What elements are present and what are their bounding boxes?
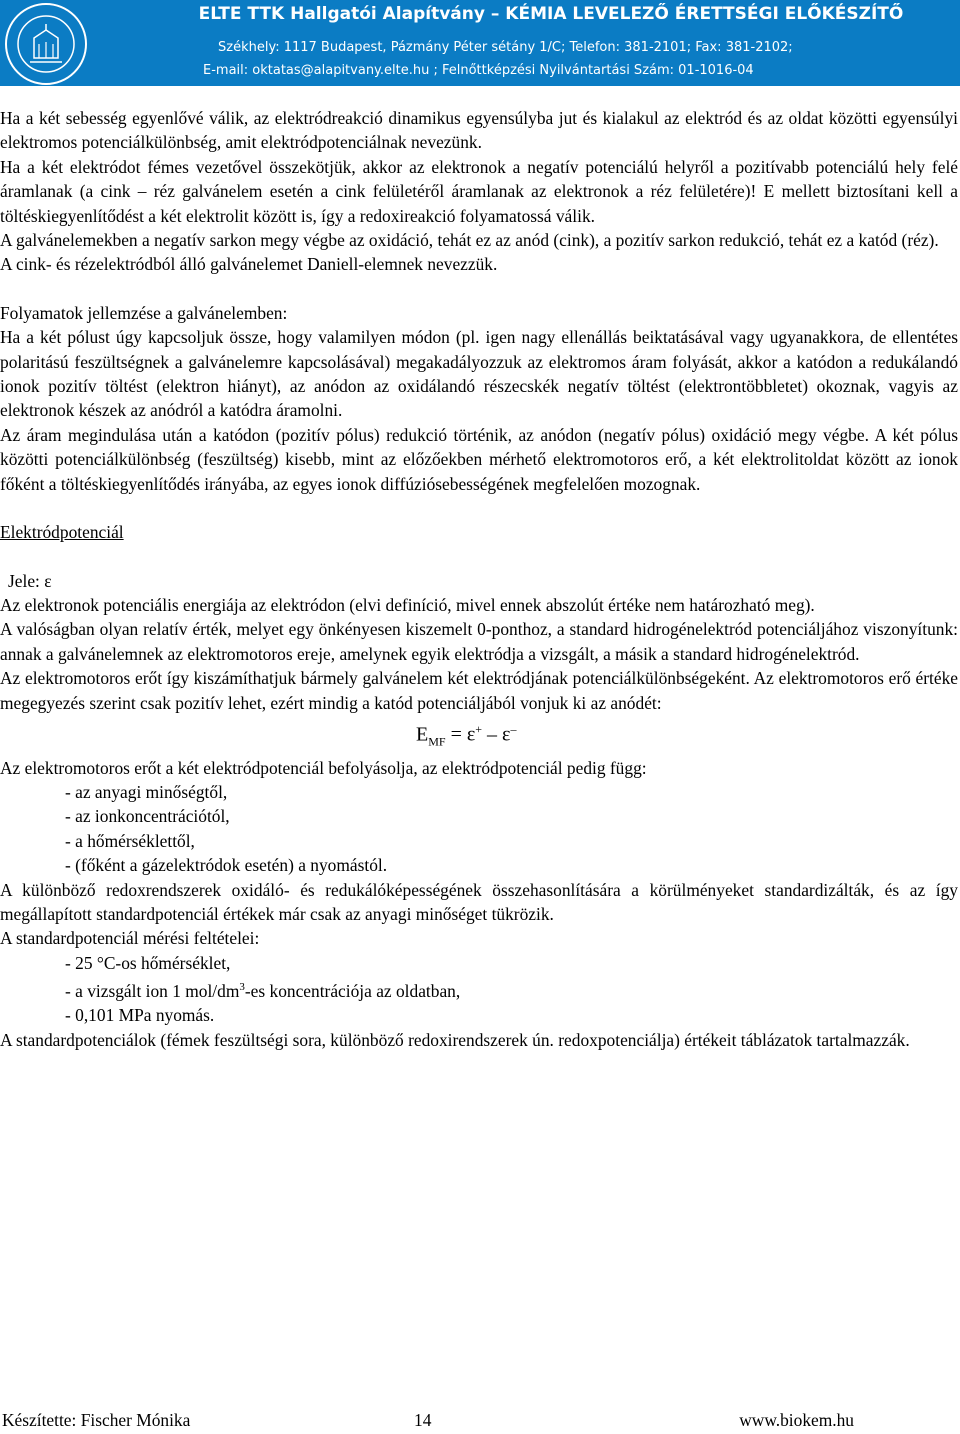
paragraph: A galvánelemekben a negatív sarkon megy végbe az oxidáció, tehát ez az anód (cink), a pozitív sarkon redukció, tehát ez a katód (réz). [0,230,939,251]
list-item: - az anyagi minőségtől, [65,782,228,802]
list-item: - 0,101 MPa nyomás. [65,1005,215,1026]
header-title: ELTE TTK Hallgatói Alapítvány – KÉMIA LEVELEZŐ ÉRETTSÉGI ELŐKÉSZÍTŐ [198,4,904,24]
header-band [0,0,960,86]
paragraph: Az elektronok potenciális energiája az elektródon (elvi definíció, mivel ennek abszolút értéke nem határozható meg). [0,594,815,615]
paragraph: A valóságban olyan relatív érték, melyet egy önkényesen kiszemelt 0-ponthoz, a standard hidrogénelektród potenciáljához viszonyítunk: annak a galvánelemnek az elektromotoros ereje, amelynek egyik elektródja a vizsgált, a másik a standard hidrogénelektród. [0,619,958,664]
paragraph: Az áram megindulása után a katódon (pozitív pólus) redukció történik, az anódon (negatív pólus) oxidáció megy végbe. A két pólus közötti potenciálkülönbség (feszültség) kisebb, mint az előzőekben mérhető elektromotoros erő, a két elektrolitoldat között az ionok főként a töltéskiegyenlítődés irányába, az egyes ionok diffúziósebességének megfelelően mozognak. [0,424,958,494]
symbol-line: Jele: ε [8,570,52,591]
list-item: - a hőmérséklettől, [65,830,195,851]
foundation-seal-icon [4,2,88,86]
paragraph: Ha a két sebesség egyenlővé válik, az elektródreakció dinamikus egyensúlyba jut és kialakul az elektród és az oldat közötti egyensúlyi elektromos potenciálkülönbség, amit elektródpotenciálnak nevezünk. [0,108,958,153]
paragraph: Folyamatok jellemzése a galvánelemben: [0,302,288,323]
document-body [0,106,958,1052]
header-email-line: E-mail: oktatas@alapitvany.elte.hu ; Felnőttképzési Nyilvántartási Szám: 01-1016-04 [203,63,754,78]
paragraph: A különböző redoxrendszerek oxidáló- és redukálóképességének összehasonlítására a körülményeket standardizálták, és az így megállapított standardpotenciál értékek már csak az anyagi minőséget tükrözik. [0,879,958,925]
paragraph: Ha a két elektródot fémes vezetővel összekötjük, akkor az elektronok a negatív potenciálú helyről a pozitívabb potenciálú hely felé áramlanak (a cink – réz galvánelem esetén a cink felületéről áramlanak az elektronok a réz felületére)! E mellett biztosítani kell a töltéskiegyenlítődést a két elektrolit között is, így a redoxireakció folyamatossá válik. [0,156,958,226]
emf-formula: $E_{MF} = \varepsilon^+ - \varepsilon^-$ [416,721,517,749]
page-number: 14 [414,1410,432,1430]
paragraph: Ha a két pólust úgy kapcsoljuk össze, hogy valamilyen módon (pl. igen nagy ellenállás beiktatásával vagy ugyanakkora, de ellentétes polaritású feszültségnek a galvánelemre kapcsolásával) megakadályozzuk az elektromos áram folyását, akkor a katódon a redukálandó ionok pozitív töltést (elektron hiányt), az anódon az oxidálandó részecskék negatív töltést (elektrontöbbletet) okoznak, vagyis az elektronok készek az anódról a katódra áramolni. [0,327,958,421]
footer-website: www.biokem.hu [739,1410,854,1430]
section-title: Elektródpotenciál [0,522,124,543]
paragraph: A standardpotenciálok (fémek feszültségi sora, különböző redoxirendszerek ún. redoxpotenciálja) értékeit táblázatok tartalmazzák. [0,1029,910,1050]
header-address: Székhely: 1117 Budapest, Pázmány Péter sétány 1/C; Telefon: 381-2101; Fax: 381-2102; [218,40,793,55]
list-item: - (főként a gázelektródok esetén) a nyomástól. [65,855,388,876]
list-item: - a vizsgált ion 1 mol/$dm^3-es$ koncentrációja az oldatban, [65,981,461,1002]
paragraph: A cink- és rézelektródból álló galvánelemet Daniell-elemnek nevezzük. [0,254,498,275]
list-item: - 25 °C-os hőmérséklet, [65,952,231,973]
list-item: - az ionkoncentrációtól, [65,806,230,827]
paragraph: Az elektromotoros erőt a két elektródpotenciál befolyásolja, az elektródpotenciál pedig függ: [0,757,647,778]
footer-author: Készítette: Fischer Mónika [2,1410,191,1430]
paragraph: A standardpotenciál mérési feltételei: [0,928,260,949]
paragraph: Az elektromotoros erőt így kiszámíthatjuk bármely galvánelem két elektródjának potenciálkülönbségeként. Az elektromotoros erő értéke megegyezés szerint csak pozitív lehet, ezért mindig a katód potenciáljából vonjuk ki az anódét: [0,668,958,713]
page-footer [0,1408,958,1434]
